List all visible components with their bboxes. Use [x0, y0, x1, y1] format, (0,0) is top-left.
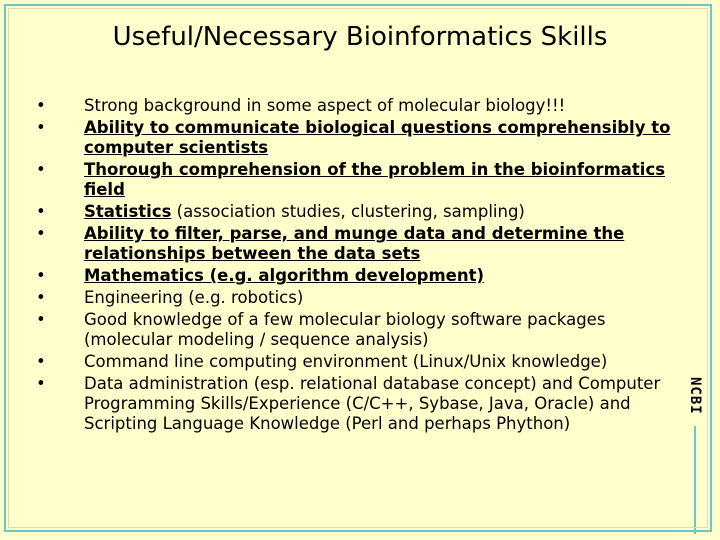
item-text: Thorough comprehension of the problem in the bioinformatics field [84, 160, 666, 199]
list-item [36, 288, 686, 308]
item-text: Good knowledge of a few molecular biology software packages (molecular modeling / sequence analysis) [84, 310, 606, 349]
list-item [36, 202, 686, 222]
item-text: Strong background in some aspect of molecular biology!!! [84, 96, 566, 115]
list-item [36, 96, 686, 116]
list-item [36, 266, 686, 286]
list-item [36, 118, 686, 158]
item-text: Command line computing environment (Linux/Unix knowledge) [84, 352, 608, 371]
slide-frame [4, 4, 712, 532]
list-item [36, 352, 686, 372]
item-text: Ability to filter, parse, and munge data and determine the relationships between the data sets [84, 224, 625, 263]
list-item [36, 160, 686, 200]
side-divider [694, 426, 696, 534]
ncbi-label-text: NCBI [687, 377, 703, 415]
slide-title: Useful/Necessary Bioinformatics Skills [112, 22, 608, 52]
item-text: Statistics [84, 202, 172, 221]
item-text: Data administration (esp. relational database concept) and Computer Programming Skills/Experience (C/C++, Sybase, Java, Oracle) and Scripting Language Knowledge (Perl and perhaps Phython) [84, 374, 661, 433]
list-item [36, 224, 686, 264]
ncbi-side-label [684, 366, 706, 426]
item-text: Ability to communicate biological questions comprehensibly to computer scientists [84, 118, 671, 157]
item-text: Mathematics (e.g. algorithm development) [84, 266, 485, 285]
list-item [36, 310, 686, 350]
skills-list [36, 96, 686, 436]
list-item [36, 374, 686, 434]
item-text-rest: (association studies, clustering, sampling) [171, 202, 525, 221]
item-text: Engineering (e.g. robotics) [84, 288, 304, 307]
